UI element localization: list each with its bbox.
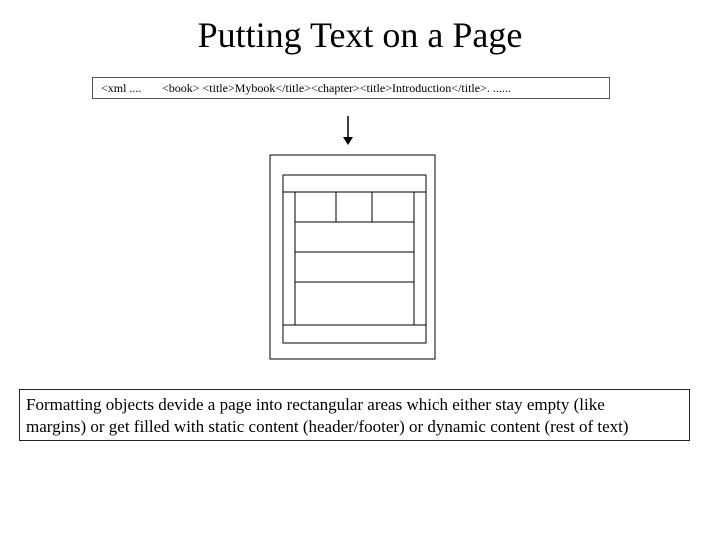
body-block-2 [336,192,372,222]
xml-prefix: <xml .... [101,81,142,95]
body-row-1 [295,222,414,252]
header-region [283,175,426,192]
footer-region [283,325,426,343]
body-block-3 [372,192,414,222]
slide-title: Putting Text on a Page [197,15,523,55]
xml-content: <book> <title>Mybook</title><chapter><title>Introduction</title>. ...... [162,81,511,95]
body-row-3 [295,282,414,325]
caption-box [19,389,690,441]
body-row-2 [295,252,414,282]
right-margin-region [414,192,426,325]
body-block-1 [295,192,336,222]
down-arrow [343,116,353,145]
left-margin-region [283,192,295,325]
caption-line-2: margins) or get filled with static content (header/footer) or dynamic content (rest of text) [26,417,629,436]
caption-line-1: Formatting objects devide a page into rectangular areas which either stay empty (like [26,395,605,414]
